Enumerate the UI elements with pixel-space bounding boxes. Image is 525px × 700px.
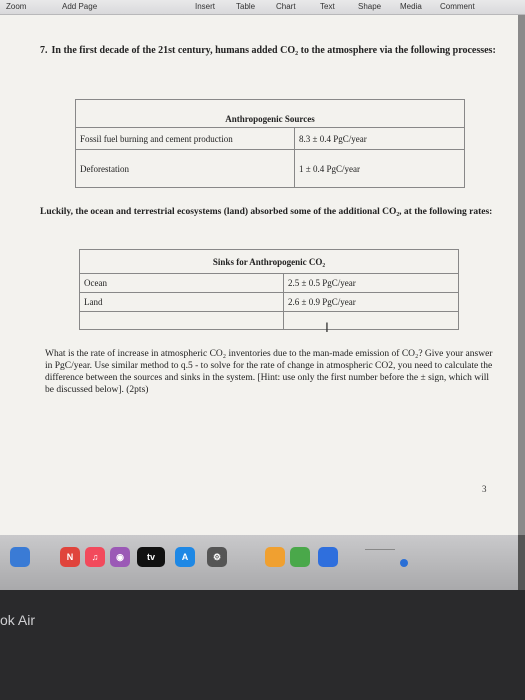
toolbar-media[interactable]: Media <box>400 2 422 11</box>
toolbar-add-page[interactable]: Add Page <box>62 2 98 11</box>
table-row <box>80 293 459 312</box>
table-row <box>76 128 465 150</box>
finder-icon[interactable] <box>10 547 30 567</box>
toolbar-table[interactable]: Table <box>236 2 256 11</box>
toolbar-chart[interactable]: Chart <box>276 2 296 11</box>
question-text: In the first decade of the 21st century, humans added CO₂ to the atmosphere via the following processes: <box>51 45 496 56</box>
sink-value: 2.6 ± 0.9 PgC/year <box>284 293 459 312</box>
sink-label: Ocean <box>80 274 284 293</box>
empty-cell <box>80 312 284 330</box>
toolbar-text[interactable]: Text <box>320 2 335 11</box>
pages-icon[interactable] <box>265 547 285 567</box>
source-label: Deforestation <box>76 150 295 188</box>
table-row <box>76 150 465 188</box>
table-row <box>80 274 459 293</box>
numbers-icon[interactable] <box>290 547 310 567</box>
toolbar-comment[interactable]: Comment <box>440 2 475 11</box>
dock <box>0 535 518 590</box>
dock-divider <box>365 549 395 550</box>
sink-label: Land <box>80 293 284 312</box>
toolbar <box>0 0 525 15</box>
sink-value: 2.5 ± 0.5 PgC/year <box>284 274 459 293</box>
page-number: 3 <box>482 484 487 494</box>
source-value: 8.3 ± 0.4 PgC/year <box>295 128 465 150</box>
dock-edge <box>518 535 525 590</box>
page-edge <box>518 15 525 535</box>
question-7 <box>40 44 500 57</box>
question-number: 7. <box>40 45 48 56</box>
text-cursor-icon: I <box>325 319 329 335</box>
system-preferences-icon[interactable]: ⚙ <box>207 547 227 567</box>
source-label: Fossil fuel burning and cement production <box>76 128 295 150</box>
sources-table <box>75 99 465 188</box>
empty-cell <box>284 312 459 330</box>
sinks-header: Sinks for Anthropogenic CO₂ <box>80 250 459 274</box>
sinks-table <box>79 249 459 330</box>
toolbar-shape[interactable]: Shape <box>358 2 382 11</box>
apple-tv-icon[interactable] <box>137 547 165 567</box>
laptop-bezel <box>0 590 525 700</box>
question-paragraph: What is the rate of increase in atmospheric CO₂ inventories due to the man-made emission of CO₂? Give your answer in PgC/year. Use similar method to q.5 - to solve for the rate of change in atmospheric CO2, you need to calculate the difference between the sources and sinks in the system. [Hint: use only the first number before the ± sign, which will be discussed below]. (2pts) <box>45 349 493 395</box>
device-label: ok Air <box>0 612 36 628</box>
source-value: 1 ± 0.4 PgC/year <box>295 150 465 188</box>
music-icon[interactable]: ♫ <box>85 547 105 567</box>
sinks-intro: Luckily, the ocean and terrestrial ecosystems (land) absorbed some of the additional CO₂, at the following rates: <box>40 207 493 217</box>
podcasts-icon[interactable]: ◉ <box>110 547 130 567</box>
app-store-icon[interactable]: A <box>175 547 195 567</box>
news-icon[interactable]: N <box>60 547 80 567</box>
keynote-icon[interactable] <box>318 547 338 567</box>
sources-header: Anthropogenic Sources <box>76 100 465 128</box>
recent-app-icon[interactable] <box>400 559 408 567</box>
toolbar-insert[interactable]: Insert <box>195 2 216 11</box>
tv-label: tv <box>146 552 155 562</box>
toolbar-zoom[interactable]: Zoom <box>6 2 27 11</box>
